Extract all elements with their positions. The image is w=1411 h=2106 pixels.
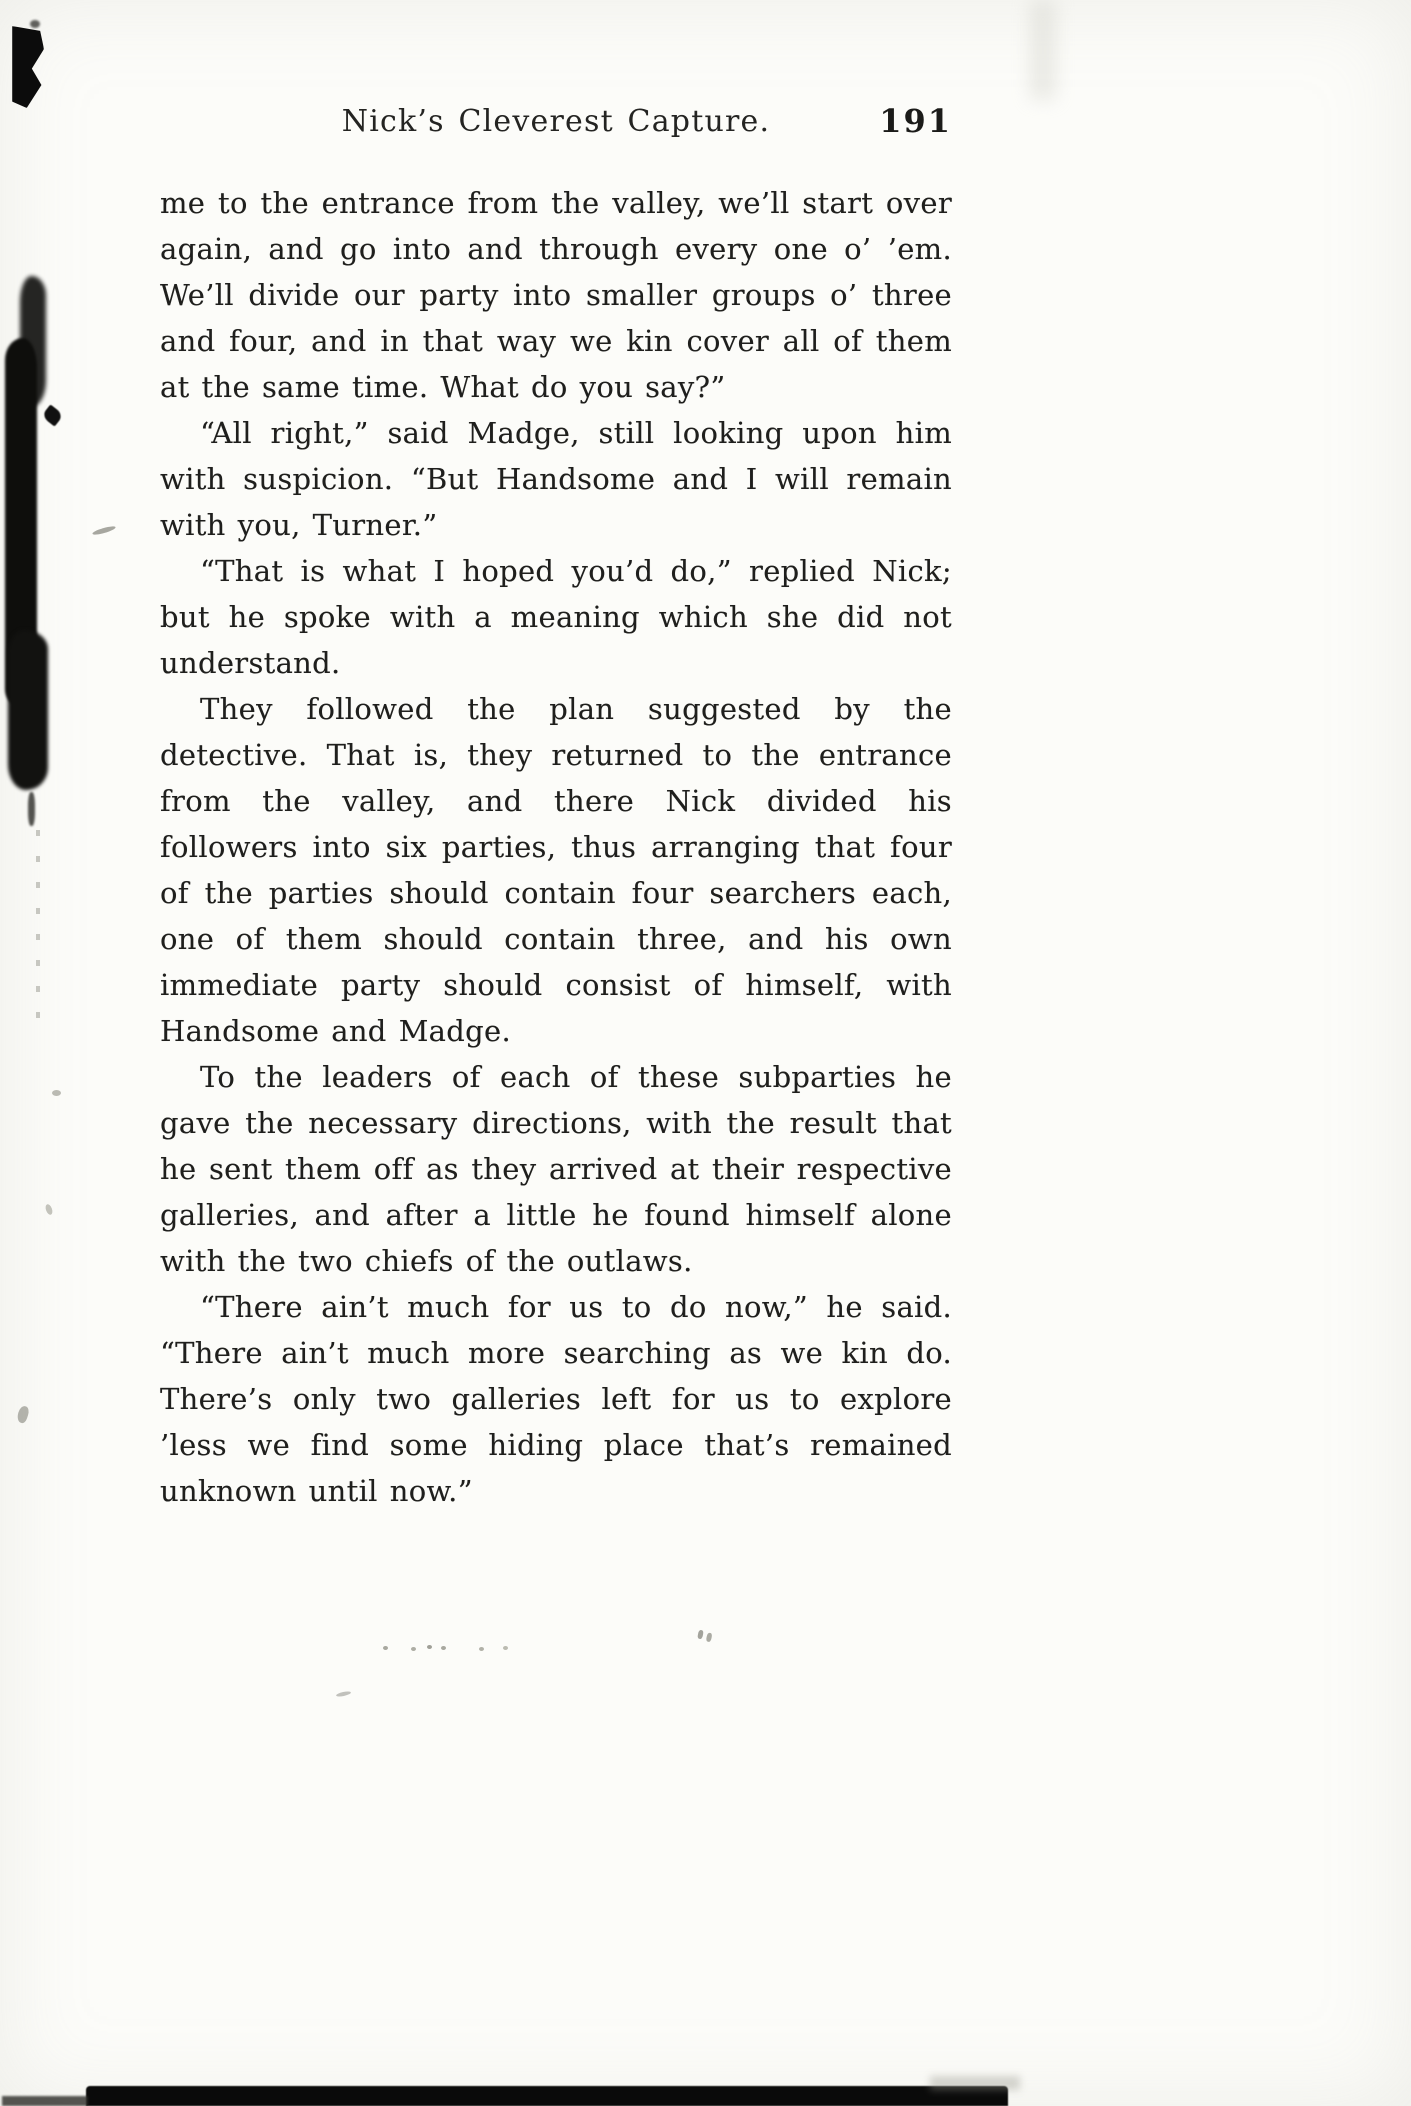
faint-quote-mark	[697, 1630, 704, 1640]
paragraph: “That is what I hoped you’d do,” replied Nick; but he spoke with a meaning which she did not understand.	[160, 554, 952, 680]
ink-smudge-left-upper	[20, 276, 46, 406]
scan-black-bar-edge	[2, 2096, 88, 2106]
paragraph: They followed the plan suggested by the detective. That is, they returned to the entrance from the valley, and there Nick divided his followers into six parties, thus arranging that four of the parties should contain four searchers each, one of them should contain three, and his own immediate party should consist of himself, with Handsome and Madge.	[160, 692, 952, 1048]
ink-arrowhead-mark	[41, 404, 64, 426]
paragraph: “There ain’t much for us to do now,” he said. “There ain’t much more searching as we kin do. There’s only two galleries left for us to explore ’less we find some hiding place that’s remained unknown until now.”	[160, 1290, 952, 1508]
ink-smudge-left-main	[5, 338, 37, 708]
edge-dotted-marks	[36, 830, 40, 1030]
text-column	[160, 104, 952, 1514]
paragraph: “All right,” said Madge, still looking upon him with suspicion. “But Handsome and I will remain with you, Turner.”	[160, 416, 952, 542]
scan-smear-bottom	[930, 2076, 1020, 2090]
ink-speck-left-a	[52, 1090, 61, 1096]
running-title: Nick’s Cleverest Capture.	[341, 104, 771, 139]
page-body	[160, 180, 952, 1514]
paragraph-continuation: me to the entrance from the valley, we’ll start over again, and go into and through every one o’ ’em. We’ll divide our party into smaller groups o’ three and four, and in that way we kin cover all of them at the same time. What do you say?”	[160, 186, 952, 404]
faint-dots-row	[383, 1646, 388, 1650]
ink-speck-top-left	[30, 20, 40, 28]
ink-stain-top-left	[12, 26, 44, 108]
ink-smudge-left-lower	[8, 630, 48, 790]
pencil-dash-mark	[92, 525, 116, 536]
faint-tilde-mark	[336, 1690, 352, 1697]
ink-speck-left-b	[44, 1203, 53, 1215]
ink-comma-mark	[16, 1405, 31, 1424]
page-number: 191	[879, 102, 952, 140]
ink-smudge-tail	[28, 792, 35, 826]
paragraph: To the leaders of each of these subparties he gave the necessary directions, with the result that he sent them off as they arrived at their respective galleries, and after a little he found himself alone with the two chiefs of the outlaws.	[160, 1060, 952, 1278]
page-header	[160, 104, 952, 154]
scan-black-bar-bottom	[86, 2086, 1008, 2106]
scan-shadow-top-right	[1030, 0, 1056, 100]
